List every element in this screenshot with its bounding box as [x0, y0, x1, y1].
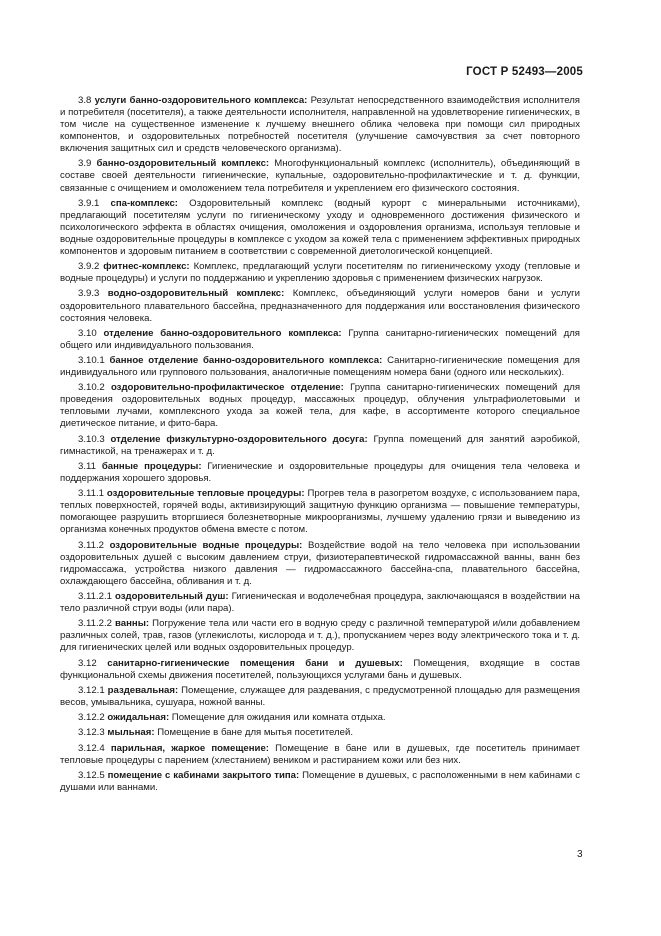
definition-3-10-3 [60, 434, 580, 458]
term: помещение с кабинами закрытого типа: [107, 769, 300, 781]
clause-number: 3.10.3 [78, 433, 105, 445]
clause-number: 3.12.5 [78, 769, 105, 781]
definition-3-12-5 [60, 770, 580, 794]
definition-text: Группа санитарно-гигиенических помещений для проведения оздоровительных водных процедур, массажных процедур, облучения ультрафиолетовыми и тепловыми лучами, комплексного ухода за кожей тела, для кафе, в ассортименте которого специальное диетическое питание, и фито-бара. [60, 382, 581, 430]
clause-number: 3.12.2 [78, 712, 105, 724]
definition-text: Помещение в бане или в душевых, где посетитель принимает тепловые процедуры с парением (хлестанием) веником и растиранием кожи или без них. [60, 742, 580, 766]
term: банное отделение банно-оздоровительного комплекса: [109, 355, 383, 367]
clause-number: 3.12.3 [78, 727, 105, 739]
clause-number: 3.10.1 [78, 355, 105, 367]
term: раздевальная: [107, 684, 179, 696]
term: услуги банно-оздоровительного комплекса: [94, 95, 308, 106]
definition-text: Воздействие водой на тело человека при использовании оздоровительных душей с высоким давлением струи, физиотерапевтической гидромассажной ванны, ванн без гидромассажа, устройства низкого давления — гидромассажного бассейна-спа, плавательного бассейна, охлаждающего бассейна, обливания и т. д. [60, 539, 581, 587]
term: водно-оздоровительный комплекс: [107, 288, 285, 300]
definition-3-12-1 [60, 685, 580, 709]
document-header: ГОСТ Р 52493—2005 [466, 66, 583, 78]
clause-number: 3.10 [78, 327, 97, 339]
definition-3-11-1 [60, 488, 580, 536]
definition-3-9-3 [60, 288, 580, 324]
definition-3-12-2 [60, 712, 580, 724]
term: спа-комплекс: [110, 197, 178, 209]
definition-3-11 [60, 461, 580, 485]
definition-3-12 [60, 658, 580, 682]
definition-text: Прогрев тела в разогретом воздухе, с использованием пара, теплых поверхностей, горячей воды, активизирующий защитную функцию организма — повышение температуры, помогающее разрушить вторгшиеся болезнетворные микроорганизмы, лучшему удалению грязи и выведению из организма конечных продуктов обмена вместе с потом. [60, 488, 580, 536]
term: оздоровительные тепловые процедуры: [106, 488, 305, 500]
term: ванны: [115, 618, 150, 630]
term: банные процедуры: [101, 461, 202, 472]
definition-text: Санитарно-гигиенические помещения для индивидуального или группового пользования, аналогичные помещениям номера бани (одного или нескольких). [60, 355, 581, 379]
clause-number: 3.12 [78, 657, 97, 669]
clause-number: 3.9.3 [78, 288, 100, 300]
clause-number: 3.8 [78, 95, 92, 106]
term: оздоровительные водные процедуры: [109, 539, 303, 551]
term: мыльная: [107, 727, 155, 739]
definition-text: Помещение, служащее для раздевания, с предусмотренной площадью для размещения весов, умывальника, сушуара, ножной ванны. [60, 684, 581, 708]
definition-3-10-1 [60, 355, 580, 379]
clause-number: 3.9.1 [78, 197, 100, 209]
term: парильная, жаркое помещение: [110, 742, 269, 754]
definition-3-11-2-2 [60, 618, 580, 654]
definition-text: Группа помещений для занятий аэробикой, гимнастикой, на тренажерах и т. д. [60, 433, 580, 457]
clause-number: 3.12.1 [78, 684, 105, 696]
definition-text: Гигиенические и оздоровительные процедуры для очищения тела человека и поддержания хорошего здоровья. [60, 461, 580, 485]
definition-text: Многофункциональный комплекс (исполнитель), объединяющий в составе своей деятельности гигиенические, купальные, оздоровительно-профилактические и т. д. функции, связанные с очищением и омоложением тела потребителя и укреплением его физического состояния. [60, 158, 580, 194]
definition-text: Комплекс, объединяющий услуги номеров бани и услуги оздоровительного плавательного бассейна, предназначенного для поддержания или восстановления физического состояния человека. [60, 288, 580, 324]
definition-text: Результат непосредственного взаимодействия исполнителя и потребителя (посетителя), а также деятельности исполнителя, направленной на удовлетворение гигиенических, в том числе на существенное изменение к лучшему внешнего облика человека при помощи сил природных компонентов, и оздоровительных потребностей посетителя (улучшение самочувствия за счет повторного включения защитных сил и средств человеческого организма). [60, 95, 581, 155]
page-number: 3 [577, 849, 583, 860]
definition-text: Оздоровительный комплекс (водный курорт с минеральными источниками), предлагающий посетителям услуги по гигиеническому уходу и одновременного достижения физического и психологического эффекта в областях очищения, омоложения и оздоровления организма, используя тепловые и водные оздоровительные процедуры в комплексе с уходом за кожей тела с применением эффективных природных компонентов и здоровым питанием в соответствии с современной диетологической концепцией. [60, 197, 580, 257]
clause-number: 3.11 [78, 461, 96, 472]
definition-3-9 [60, 158, 580, 194]
definition-text: Гигиеническая и водолечебная процедура, заключающаяся в воздействии на тело различной струи воды (или пара). [60, 591, 580, 615]
term: отделение физкультурно-оздоровительного досуга: [110, 433, 368, 445]
definition-text: Погружение тела или части его в водную среду с различной температурой и/или добавлением различных солей, трав, газов (углекислоты, кислорода и т. д.), пропусканием через воду электрического тока и т. д. для гигиенических целей или водных оздоровительных процедур. [60, 618, 580, 654]
clause-number: 3.12.4 [78, 742, 105, 754]
term: оздоровительно-профилактическое отделение: [110, 382, 344, 394]
definition-3-11-2-1 [60, 591, 580, 615]
definition-3-11-2 [60, 540, 580, 588]
definition-text: Группа санитарно-гигиенических помещений для общего или индивидуального пользования. [60, 327, 580, 351]
term: фитнес-комплекс: [103, 261, 190, 273]
clause-number: 3.9 [78, 158, 92, 170]
clause-number: 3.11.2.2 [78, 618, 112, 630]
definition-3-9-2 [60, 261, 580, 285]
clause-number: 3.11.2.1 [78, 591, 112, 603]
document-body [60, 95, 580, 797]
definition-3-12-4 [60, 743, 580, 767]
definition-3-12-3 [60, 727, 580, 739]
definition-text: Помещение в душевых, с расположенными в нем кабинами с душами или ваннами. [60, 769, 580, 793]
clause-number: 3.11.1 [78, 488, 104, 500]
definition-text: Помещение для ожидания или комната отдыха. [169, 712, 386, 724]
definition-text: Комплекс, предлагающий услуги посетителям по гигиеническому уходу (тепловые и водные процедуры) и услуги по поддержанию и укреплению здоровья с применением физических нагрузок. [60, 261, 580, 285]
term: оздоровительный душ: [114, 591, 229, 603]
clause-number: 3.10.2 [78, 382, 105, 394]
definition-3-8 [60, 95, 580, 155]
clause-number: 3.9.2 [78, 261, 100, 273]
term: ожидальная: [107, 712, 170, 724]
definition-3-9-1 [60, 198, 580, 258]
definition-text: Помещение в бане для мытья посетителей. [154, 727, 354, 739]
term: отделение банно-оздоровительного комплекса: [103, 327, 342, 339]
definition-3-10 [60, 328, 580, 352]
clause-number: 3.11.2 [78, 539, 104, 551]
definition-text: Помещения, входящие в состав функциональной схемы движения посетителей, пользующихся услугами бань и душевых. [60, 657, 580, 681]
term: банно-оздоровительный комплекс: [96, 158, 270, 170]
term: санитарно-гигиенические помещения бани и душевых: [107, 657, 403, 669]
definition-3-10-2 [60, 382, 580, 430]
